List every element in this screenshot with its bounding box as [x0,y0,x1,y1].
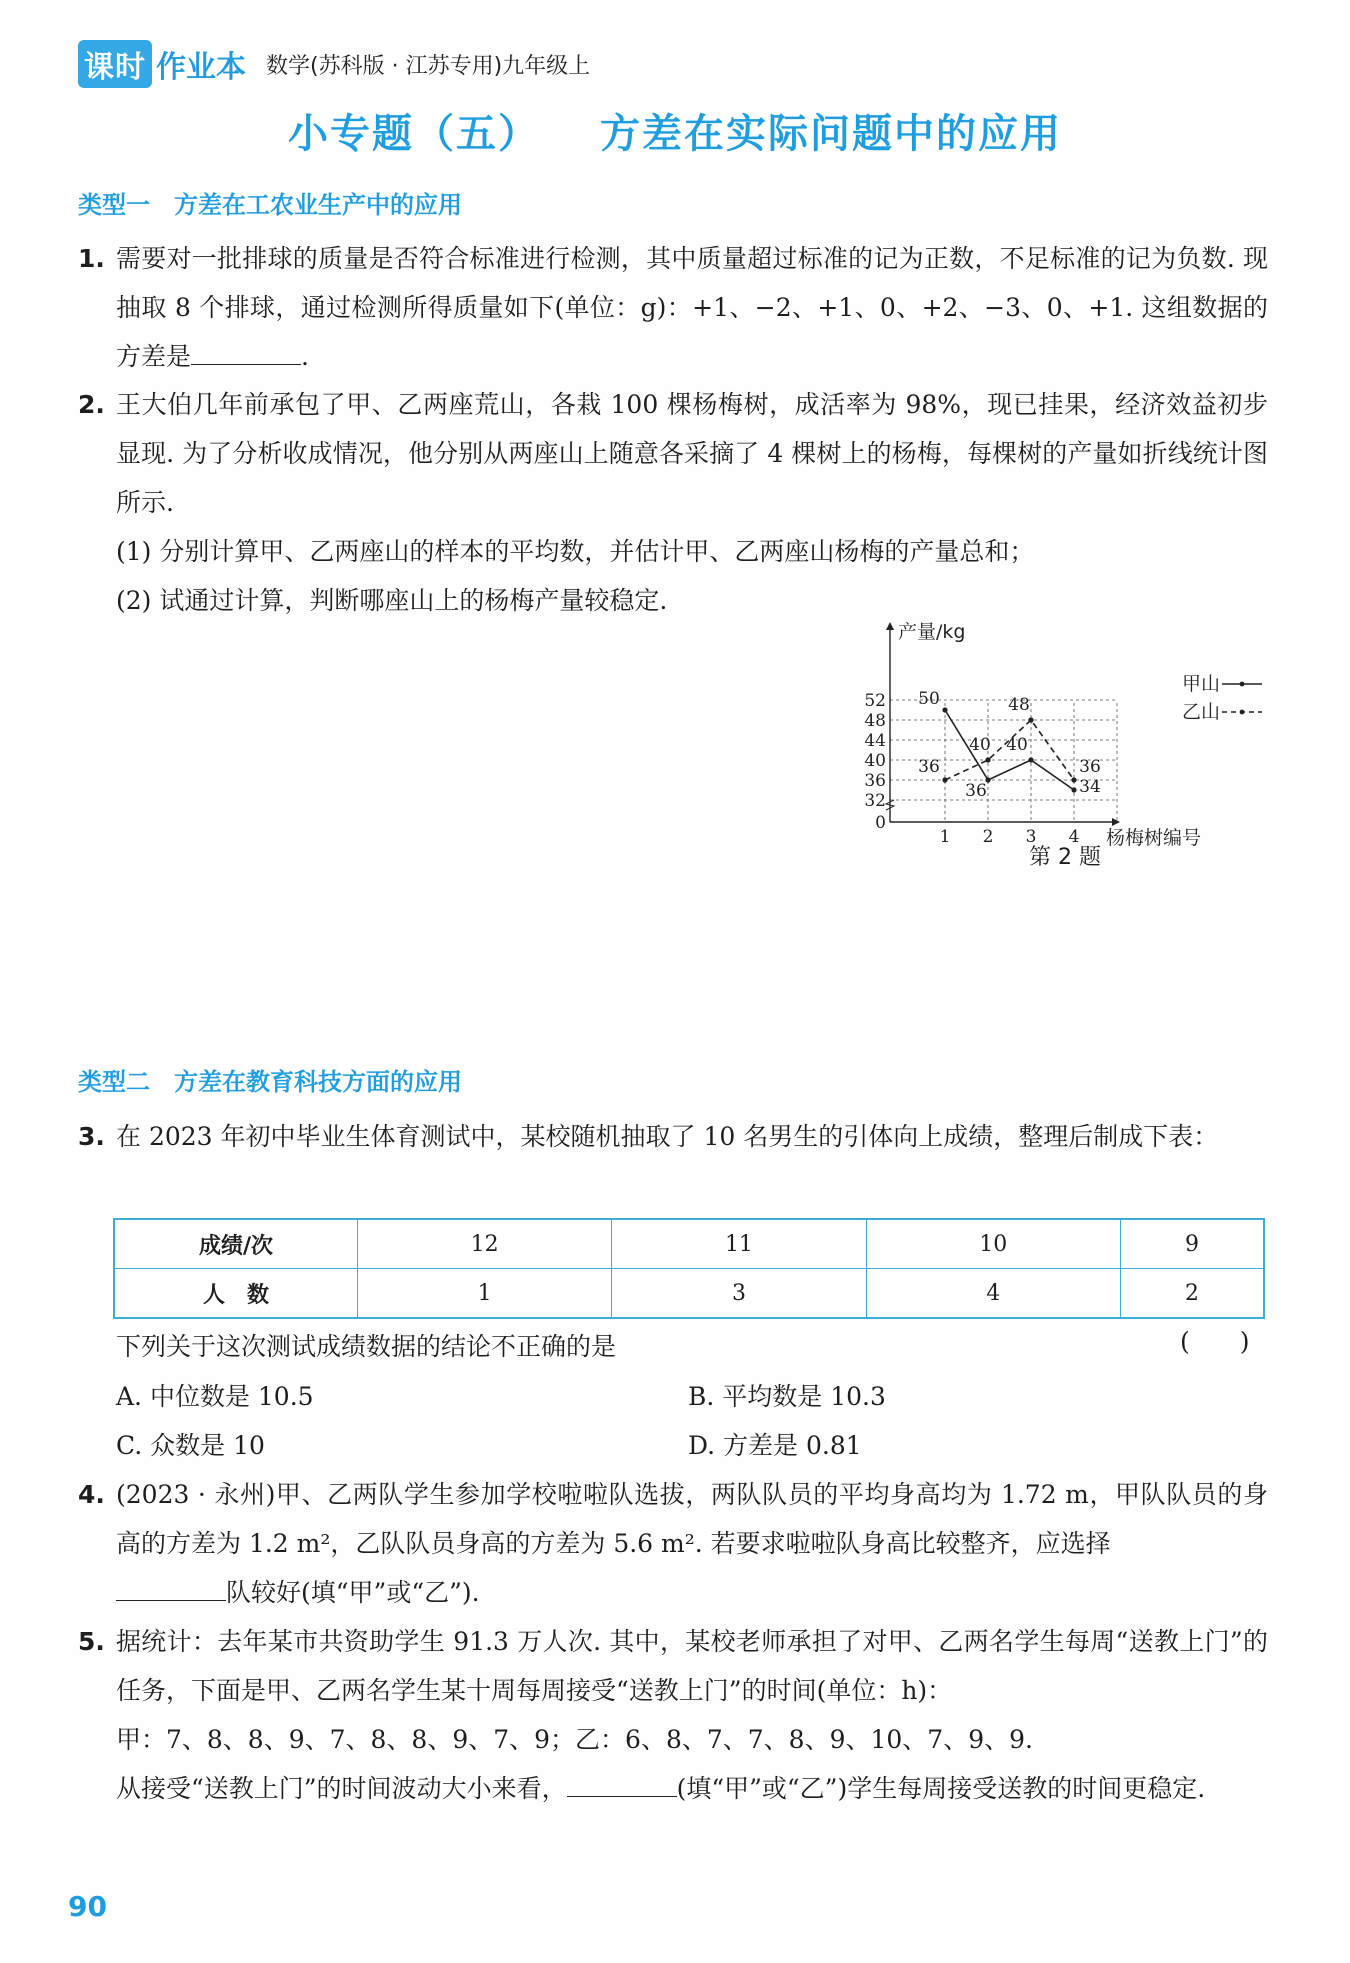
x-tick-label: 2 [982,827,994,847]
brand-text: 作业本 [156,50,246,85]
x-tick-label: 3 [1025,827,1037,847]
header [78,40,590,88]
data-point [1071,777,1076,782]
section-one-heading [78,185,462,220]
table-row [114,1269,1264,1319]
page-number: 90 [68,1890,107,1923]
question-5-end: (填“甲”或“乙”)学生每周接受送教的时间更稳定. [676,1774,1206,1803]
y-tick-label: 40 [864,751,886,771]
table-cell: 11 [612,1219,866,1269]
data-point [1028,717,1033,722]
section-one-title: 方差在工农业生产中的应用 [174,191,462,219]
question-1-text: 需要对一批排球的质量是否符合标准进行检测，其中质量超过标准的记为正数，不足标准的记为负数. 现抽取 8 个排球，通过检测所得质量如下(单位：g)：+1、−2、+1、0、+2、−3、0、+1. 这组数据的方差是 [116,244,1268,371]
choice-c[interactable]: C. 众数是 10 [116,1431,265,1460]
question-number: 1. [78,244,105,273]
question-2-sub1: (1) 分别计算甲、乙两座山的样本的平均数，并估计甲、乙两座山杨梅的产量总和； [116,537,1035,566]
y-tick-label: 52 [864,691,886,711]
topic-name: 方差在实际问题中的应用 [600,110,1062,157]
answer-parentheses[interactable]: ( ) [1180,1327,1250,1356]
answer-blank[interactable] [116,1572,226,1601]
data-label: 48 [1008,695,1030,715]
question-number: 3. [78,1122,105,1151]
legend-label: 甲山 [1182,673,1221,695]
data-label: 50 [918,689,940,709]
y-axis-arrow [886,622,894,630]
question-4-end: 队较好(填“甲”或“乙”). [226,1578,480,1607]
section-two-type: 类型二 [78,1068,150,1096]
section-two-title: 方差在教育科技方面的应用 [174,1068,462,1096]
question-5-data: 甲：7、8、8、9、7、8、8、9、7、9；乙：6、8、7、7、8、9、10、7、9、9. [116,1725,1033,1754]
book-title: 数学(苏科版 · 江苏专用)九年级上 [266,53,591,79]
question-4-text: (2023 · 永州)甲、乙两队学生参加学校啦啦队选拔，两队队员的平均身高均为 1.72 m，甲队队员的身高的方差为 1.2 m²，乙队队员身高的方差为 5.6 m². 若要求啦啦队身高比较整齐，应选择 [116,1480,1268,1558]
data-label: 34 [1079,777,1101,797]
section-one-type: 类型一 [78,191,150,219]
data-point [1028,757,1033,762]
question-number: 2. [78,390,105,419]
x-tick-label: 4 [1068,827,1080,847]
legend-marker [1240,710,1245,715]
question-2-text: 王大伯几年前承包了甲、乙两座荒山，各栽 100 棵杨梅树，成活率为 98%，现已挂果，经济效益初步显现. 为了分析收成情况，他分别从两座山上随意各采摘了 4 棵树上的杨梅，每棵树的产量如折线统计图所示. [116,390,1268,517]
data-label: 40 [1006,735,1028,755]
y-tick-label: 44 [864,731,886,751]
legend-label: 乙山 [1182,701,1221,723]
question-3-prompt: 下列关于这次测试成绩数据的结论不正确的是 [116,1332,617,1361]
answer-blank[interactable] [567,1768,677,1797]
section-two-heading [78,1062,462,1097]
data-label: 36 [918,757,940,777]
choice-a[interactable]: A. 中位数是 10.5 [116,1382,314,1411]
answer-blank[interactable] [191,336,301,365]
topic-title [0,102,1350,159]
table-row [114,1219,1264,1269]
data-point [942,707,947,712]
y-tick-label: 32 [864,791,886,811]
table-cell: 9 [1120,1219,1264,1269]
x-axis-arrow [1112,818,1120,826]
brand-badge: 课时 [78,40,152,88]
question-4 [78,1470,1268,1617]
data-point [1071,787,1076,792]
choice-b[interactable]: B. 平均数是 10.3 [688,1382,886,1411]
table-cell: 12 [358,1219,612,1269]
topic-label: 小专题（五） [288,110,540,157]
y-tick-label: 48 [864,711,886,731]
data-label: 36 [965,781,987,801]
y-tick-label: 0 [875,813,886,833]
brand-logo [78,40,246,88]
question-number: 5. [78,1627,105,1656]
question-3 [78,1112,1268,1161]
question-5 [78,1617,1268,1813]
table-header-cell: 成绩/次 [114,1219,358,1269]
data-label: 36 [1079,757,1101,777]
question-1 [78,234,1268,381]
table-cell: 1 [358,1269,612,1319]
legend-marker [1240,682,1245,687]
table-cell: 2 [1120,1269,1264,1319]
axis-break-mark [886,800,894,810]
chart-caption: 第 2 题 [1029,845,1101,870]
x-tick-label: 1 [939,827,951,847]
data-point [942,777,947,782]
y-tick-label: 36 [864,771,886,791]
scores-table [113,1218,1265,1319]
table-cell: 4 [866,1269,1120,1319]
data-label: 40 [969,735,991,755]
question-number: 4. [78,1480,105,1509]
table-header-cell: 人 数 [114,1269,358,1319]
question-5-text: 据统计：去年某市共资助学生 91.3 万人次. 其中，某校老师承担了对甲、乙两名学生每周“送教上门”的任务，下面是甲、乙两名学生某十周每周接受“送教上门”的时间(单位：h)： [116,1627,1268,1705]
question-1-end: . [301,342,309,371]
x-axis-label: 杨梅树编号 [1106,827,1202,849]
choice-d[interactable]: D. 方差是 0.81 [688,1431,862,1460]
question-3-text: 在 2023 年初中毕业生体育测试中，某校随机抽取了 10 名男生的引体向上成绩，整理后制成下表： [116,1122,1219,1151]
question-5-text2: 从接受“送教上门”的时间波动大小来看， [116,1774,567,1803]
data-point [985,757,990,762]
table-cell: 3 [612,1269,866,1319]
question-2 [78,380,1268,625]
table-cell: 10 [866,1219,1120,1269]
question-2-sub2: (2) 试通过计算，判断哪座山上的杨梅产量较稳定. [116,586,668,615]
y-axis-label: 产量/kg [898,621,966,643]
